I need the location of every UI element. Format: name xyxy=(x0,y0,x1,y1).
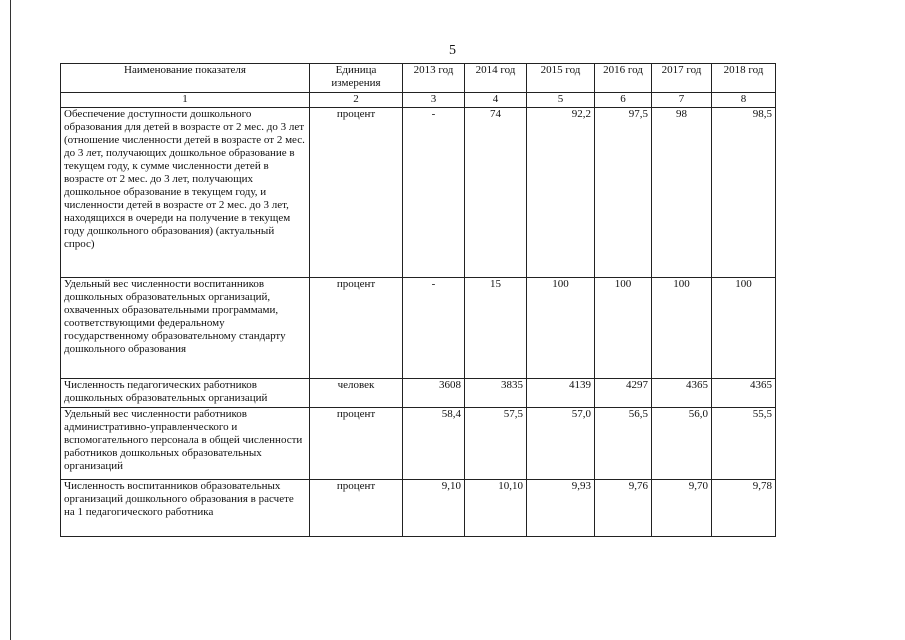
indicator-unit: процент xyxy=(310,408,403,480)
indicator-unit: человек xyxy=(310,379,403,408)
value-cell: 4139 xyxy=(527,379,595,408)
value-cell: 10,10 xyxy=(465,480,527,537)
indicator-unit: процент xyxy=(310,480,403,537)
column-number: 5 xyxy=(527,93,595,108)
column-number: 2 xyxy=(310,93,403,108)
value-cell: 3608 xyxy=(403,379,465,408)
value-cell: 58,4 xyxy=(403,408,465,480)
value-cell: 56,5 xyxy=(595,408,652,480)
value-cell: - xyxy=(403,278,465,379)
value-cell: 100 xyxy=(652,278,712,379)
value-cell: 9,10 xyxy=(403,480,465,537)
indicator-name: Обеспечение доступности дошкольного образования для детей в возрасте от 2 мес. до 3 лет (отношение численности детей в возрасте от 2 мес. до 3 лет, получающих дошкольное образование в текущем году, к сумме численности детей в возрасте от 2 мес. до 3 лет, получающих дошкольное образование в текущем году, и численности детей в возрасте от 2 мес. до 3 лет, находящихся в очереди на получение в текущем году дошкольного образования) (актуальный спрос) xyxy=(61,108,310,278)
column-number: 4 xyxy=(465,93,527,108)
column-number: 3 xyxy=(403,93,465,108)
indicator-name: Удельный вес численности работников административно-управленческого и вспомогательного персонала в общей численности работников дошкольных образовательных организаций xyxy=(61,408,310,480)
value-cell: 98 xyxy=(652,108,712,278)
header-name: Наименование показателя xyxy=(61,64,310,93)
value-cell: 74 xyxy=(465,108,527,278)
value-cell: 57,0 xyxy=(527,408,595,480)
value-cell: 100 xyxy=(595,278,652,379)
value-cell: 3835 xyxy=(465,379,527,408)
column-number: 7 xyxy=(652,93,712,108)
indicator-unit: процент xyxy=(310,278,403,379)
indicator-name: Удельный вес численности воспитанников дошкольных образовательных организаций, охваченных образовательными программами, соответствующими федеральному государственному образовательному стандарту дошкольного образования xyxy=(61,278,310,379)
header-unit: Единица измерения xyxy=(310,64,403,93)
value-cell: 100 xyxy=(527,278,595,379)
value-cell: 97,5 xyxy=(595,108,652,278)
value-cell: 100 xyxy=(712,278,776,379)
value-cell: 57,5 xyxy=(465,408,527,480)
table-row xyxy=(61,278,776,379)
value-cell: 56,0 xyxy=(652,408,712,480)
value-cell: 9,70 xyxy=(652,480,712,537)
header-year: 2013 год xyxy=(403,64,465,93)
value-cell: 9,78 xyxy=(712,480,776,537)
value-cell: 92,2 xyxy=(527,108,595,278)
table-row xyxy=(61,408,776,480)
column-number: 8 xyxy=(712,93,776,108)
value-cell: 15 xyxy=(465,278,527,379)
value-cell: 4297 xyxy=(595,379,652,408)
header-year: 2016 год xyxy=(595,64,652,93)
column-number: 6 xyxy=(595,93,652,108)
indicator-name: Численность педагогических работников дошкольных образовательных организаций xyxy=(61,379,310,408)
table-row xyxy=(61,108,776,278)
page-number: 5 xyxy=(449,43,456,58)
value-cell: 9,76 xyxy=(595,480,652,537)
value-cell: 55,5 xyxy=(712,408,776,480)
column-number-row xyxy=(61,93,776,108)
header-year: 2017 год xyxy=(652,64,712,93)
table-row xyxy=(61,379,776,408)
header-year: 2015 год xyxy=(527,64,595,93)
value-cell: 4365 xyxy=(712,379,776,408)
column-number: 1 xyxy=(61,93,310,108)
value-cell: 4365 xyxy=(652,379,712,408)
header-year: 2014 год xyxy=(465,64,527,93)
header-year: 2018 год xyxy=(712,64,776,93)
value-cell: 9,93 xyxy=(527,480,595,537)
table-row xyxy=(61,480,776,537)
scan-edge-line xyxy=(10,0,11,640)
value-cell: - xyxy=(403,108,465,278)
value-cell: 98,5 xyxy=(712,108,776,278)
indicators-table xyxy=(60,63,776,537)
indicator-unit: процент xyxy=(310,108,403,278)
indicator-name: Численность воспитанников образовательных организаций дошкольного образования в расчете на 1 педагогического работника xyxy=(61,480,310,537)
